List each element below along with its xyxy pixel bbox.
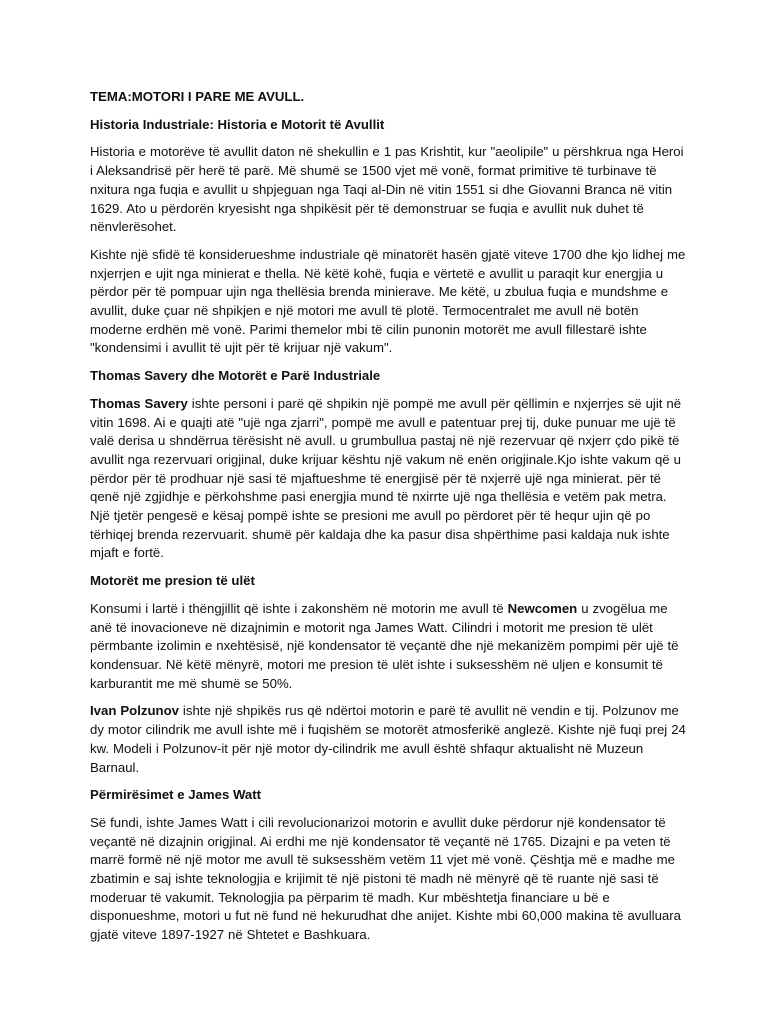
paragraph-mining-challenge: Kishte një sfidë të konsiderueshme industriale që minatorët hasën gjatë viteve 1700 dhe kjo lidhej me nxjerrjen e ujit nga minierat e thella. Në këtë kohë, fuqia e vërtetë e avullit u paraqit kur energjia u përdor për të pompuar ujin nga thellësia brenda minierave. Me këtë, u zbulua fuqia e mundshme e avullit, duke çuar në shpikjen e një motori me avull të plotë. Termocentralet me avull në botën moderne erdhën më vonë. Parimi themelor mbi të cilin punonin motorët me avull fillestarë ishte "kondensimi i avullit të ujit për të krijuar një vakum". [90, 246, 686, 356]
polzunov-name: Ivan Polzunov [90, 703, 179, 719]
savery-text: ishte personi i parë që shpikin një pompë me avull për qëllimin e nxjerrjes së ujit në vitin 1698. Ai e quajti atë "ujë nga zjarri", pompë me avull e patentuar prej tij, duke punuar me ujë të valë derisa u shndërrua tërësisht në avull. u grumbullua pastaj në një rezervuar që nxjerr çdo pikë të avullit nga rezervuari origjinal, duke krijuar kështu një vakum në enën origjinale.Kjo ishte vakum që u përdor për të prodhuar një sasi të mjaftueshme të energjisë për të nxjerrë ujë nga minierat. për të qenë një zgjidhje e përkohshme pasi energjia mund të nxirrte ujë nga thellësia e vetëm pak metra. Një tjetër pengesë e kësaj pompë ishte se presioni me avull po përdoret për të hequr ujin që po tërhiqej brenda rezervuarit. shumë për kaldaja dhe ka pasur disa shpërthime pasi kaldaja nuk ishte mjaft e fortë. [90, 395, 682, 561]
paragraph-polzunov [90, 702, 690, 777]
paragraph-savery [90, 395, 690, 563]
low-pressure-text-a: Konsumi i lartë i thëngjillit që ishte i zakonshëm në motorin me avull të [90, 600, 508, 616]
low-pressure-text-b: u zvogëlua me anë të inovacioneve në dizajnimin e motorit nga James Watt. Cilindri i motorit me presion të ulët përmbante izolimin e nxehtësisë, një kondensator të veçantë dhe një mekanizëm pompimi për ujë të kondensuar. Në këtë mënyrë, motori me presion të ulët ishte i suksesshëm në uljen e konsumit të karburantit me më shumë se 50%. [90, 600, 679, 691]
section-heading-watt: Përmirësimet e James Watt [90, 787, 262, 803]
savery-name: Thomas Savery [90, 395, 188, 411]
section-heading-low-pressure: Motorët me presion të ulët [90, 573, 255, 589]
paragraph-history-intro: Historia e motorëve të avullit daton në shekullin e 1 pas Krishtit, kur "aeolipile" u përshkrua nga Heroi i Aleksandrisë për herë të parë. Më shumë se 1500 vjet më vonë, format primitive të turbinave të nxitura nga fuqia e avullit u shpjeguan nga Taqi al-Din në vitin 1551 si dhe Giovanni Branca në vitin 1629. Ato u përdorën kryesisht nga shpikësit për të demonstruar se fuqia e avullit nuk duhet të nënvlerësohet. [90, 144, 684, 235]
newcomen-name: Newcomen [507, 600, 578, 616]
document-page [90, 88, 690, 954]
paragraph-low-pressure [90, 600, 690, 694]
document-title: TEMA:MOTORI I PARE ME AVULL. [90, 89, 305, 104]
paragraph-watt: Së fundi, ishte James Watt i cili revolucionarizoi motorin e avullit duke përdorur një kondensator të veçantë në dizajnin origjinal. Ai erdhi me një kondensator të veçantë në 1765. Dizajni e pa veten të marrë formë në një motor me avull të suksesshëm vetëm 11 vjet më vonë. Çështja më e madhe me zbatimin e saj ishte teknologjia e krijimit të një pistoni të madh në mënyrë që të ruante një sasi të moderuar të vakumit. Teknologjia pa përparim të madh. Kur mbështetja financiare u bë e disponueshme, motori u fut në fund në hekurudhat dhe anijet. Kishte mbi 60,000 makina të avulluara gjatë viteve 1897-1927 në Shtetet e Bashkuara. [90, 814, 681, 943]
section-heading-savery: Thomas Savery dhe Motorët e Parë Industriale [90, 368, 381, 384]
polzunov-text: ishte një shpikës rus që ndërtoi motorin e parë të avullit në vendin e tij. Polzunov me dy motor cilindrik me avull ishte më i fuqishëm se motorët atmosferikë anglezë. Kishte një fuqi prej 24 kw. Modeli i Polzunov-it për një motor dy-cilindrik me avull është shfaqur aktualisht në Muzeun Barnaul. [90, 703, 686, 775]
section-heading-history: Historia Industriale: Historia e Motorit të Avullit [90, 116, 385, 132]
